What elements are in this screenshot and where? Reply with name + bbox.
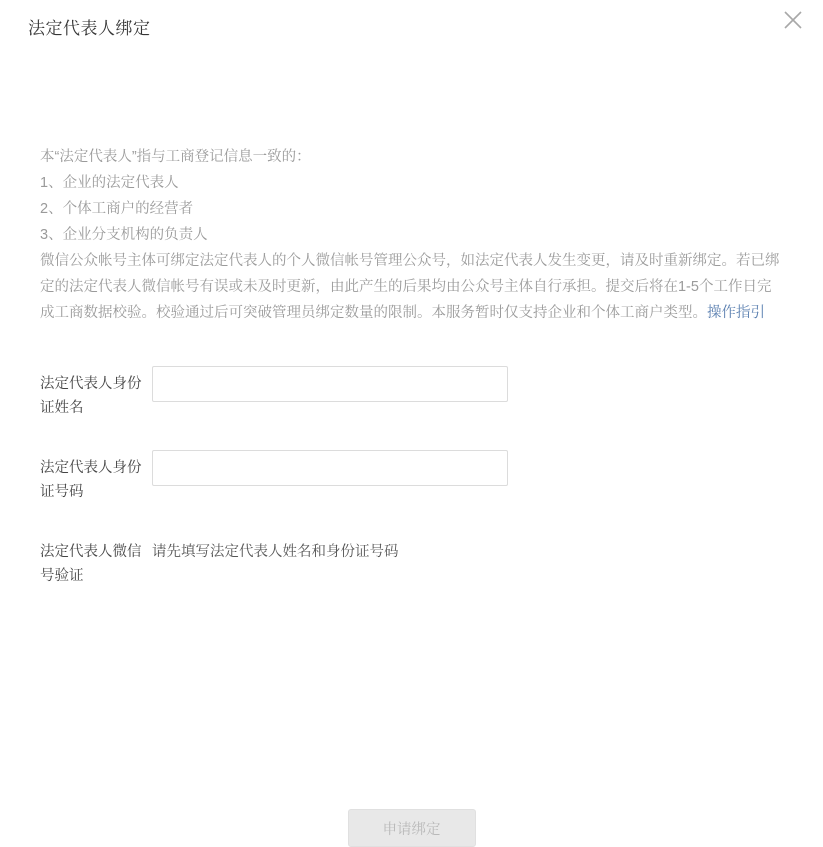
control-id-number — [152, 450, 783, 486]
close-icon[interactable] — [777, 4, 809, 36]
intro-list-item-1: 1、企业的法定代表人 — [40, 175, 179, 191]
intro-paragraph: 微信公众帐号主体可绑定法定代表人的个人微信帐号管理公众号，如法定代表人发生变更，请及时重新绑定。若已绑定的法定代表人微信帐号有误或未及时更新，由此产生的后果均由公众号主体自行承担。提交后将在1-5个工作日完成工商数据校验。校验通过后可突破管理员绑定数量的限制。本服务暂时仅支持企业和个体工商户类型。 — [40, 253, 780, 321]
submit-binding-button[interactable]: 申请绑定 — [348, 809, 476, 847]
intro-list-item-3: 3、企业分支机构的负责人 — [40, 227, 208, 243]
label-id-name: 法定代表人身份证姓名 — [40, 376, 142, 416]
intro-text-block — [40, 144, 783, 326]
intro-heading: 本“法定代表人”指与工商登记信息一致的： — [40, 149, 311, 165]
label-id-number: 法定代表人身份证号码 — [40, 460, 142, 500]
dialog-footer — [0, 809, 823, 847]
form-row-wechat-verify — [40, 534, 783, 588]
control-wechat-verify — [152, 534, 783, 564]
form-row-id-number — [40, 450, 783, 504]
id-number-input[interactable] — [152, 450, 508, 486]
wechat-verify-hint: 请先填写法定代表人姓名和身份证号码 — [152, 544, 399, 560]
operation-guide-link[interactable]: 操作指引 — [707, 305, 765, 321]
intro-list-item-2: 2、个体工商户的经营者 — [40, 201, 194, 217]
dialog-body — [0, 144, 823, 588]
page-title: 法定代表人绑定 — [28, 18, 151, 38]
dialog-header — [0, 0, 823, 46]
control-id-name — [152, 366, 783, 402]
label-wechat-verify: 法定代表人微信号验证 — [40, 544, 142, 584]
binding-form — [40, 366, 783, 588]
form-row-id-name — [40, 366, 783, 420]
id-name-input[interactable] — [152, 366, 508, 402]
intro-paragraph-wrapper — [40, 248, 783, 326]
